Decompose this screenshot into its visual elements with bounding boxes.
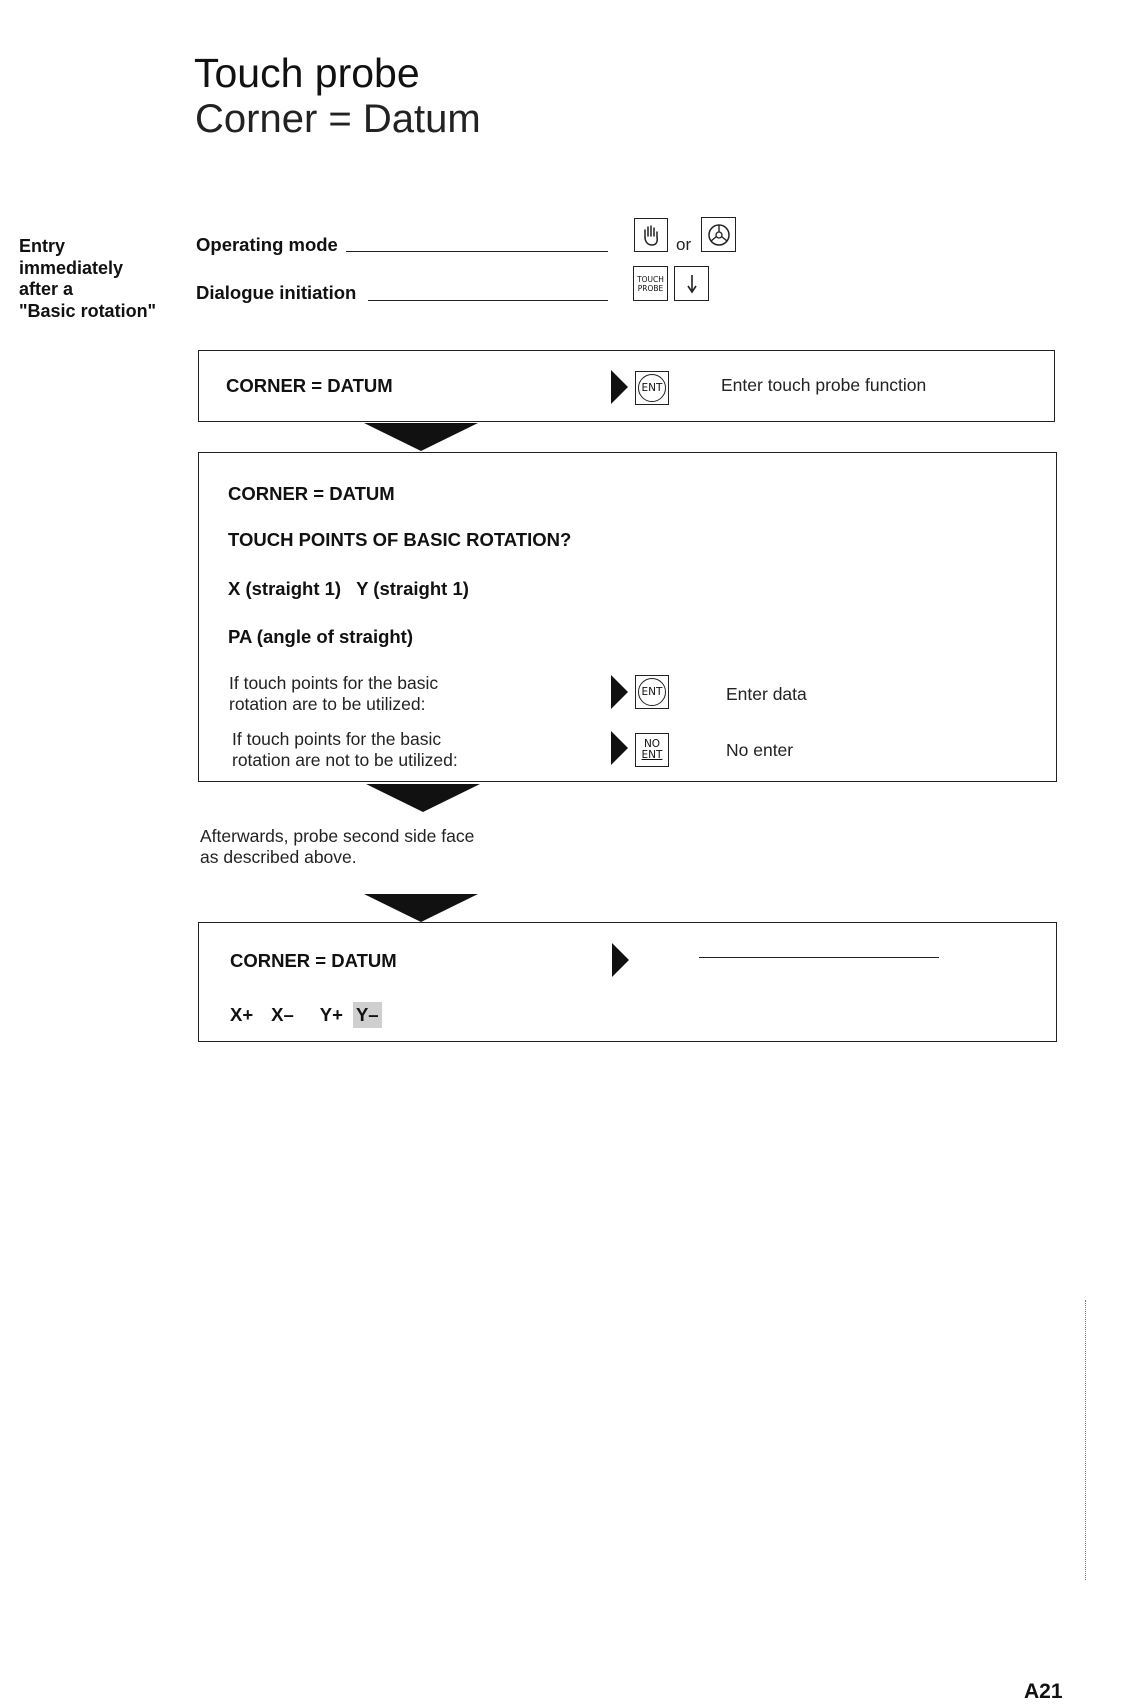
press-arrow-icon [611,731,628,765]
side-note-line: after a [19,279,74,299]
step3-line1: CORNER = DATUM [230,950,397,971]
arrow-down-key-icon[interactable] [674,266,709,301]
no-ent-key-label: ENT [641,749,663,761]
screen-box-step1 [198,350,1055,422]
page-number: A21 [1024,1680,1063,1703]
handwheel-key-icon[interactable] [701,217,736,252]
no-ent-key-label: NO [643,738,661,750]
axis-y-plus: Y+ [319,1004,343,1025]
step3-entry-line [699,957,939,958]
option-yes-action: Enter data [726,684,807,704]
or-text: or [676,235,692,254]
screen-box-step2 [198,452,1057,782]
handwheel-icon [706,222,732,248]
step2-line3: X (straight 1) Y (straight 1) [228,578,469,599]
option-no-text [232,729,458,771]
hand-icon [640,223,662,247]
press-arrow-icon [611,370,628,404]
step1-screen-text: CORNER = DATUM [226,375,393,396]
ent-key-icon[interactable] [635,371,669,405]
operating-mode-leader-line [346,251,608,252]
side-note-line: immediately [19,257,124,278]
dialogue-initiation-leader-line [368,300,608,301]
down-arrow-icon [364,423,478,451]
screen-box-step3 [198,922,1057,1042]
side-note-line: Entry [19,236,66,256]
axis-x-minus: X– [271,1004,294,1025]
option-no-action: No enter [726,740,794,760]
ent-key-label: ENT [638,374,666,402]
page-subtitle: Corner = Datum [195,97,481,141]
axis-y-minus-highlighted: Y– [353,1002,382,1028]
option-no-text-line: If touch points for the basic [232,729,442,749]
ent-key-label: ENT [638,678,666,706]
step1-action: Enter touch probe function [721,375,927,395]
axis-list [230,1002,382,1028]
step2-line4: PA (angle of straight) [228,626,413,647]
press-arrow-icon [612,943,629,977]
side-note-line: "Basic rotation" [19,300,157,321]
afterwards-note [200,826,474,868]
touch-probe-key-text: TOUCH [637,274,664,284]
no-ent-key-icon[interactable] [635,733,669,767]
page-title: Touch probe [194,50,420,96]
operating-mode-label: Operating mode [196,234,338,255]
afterwards-note-line: as described above. [200,847,357,867]
option-yes-text-line: rotation are to be utilized: [229,694,426,714]
step2-line1: CORNER = DATUM [228,483,395,504]
dialogue-initiation-label: Dialogue initiation [196,282,357,303]
afterwards-note-line: Afterwards, probe second side face [200,826,475,846]
option-yes-text [229,673,438,715]
touch-probe-key-icon[interactable] [633,266,668,301]
down-arrow-icon [366,784,480,812]
touch-probe-key-text: PROBE [637,283,664,293]
margin-mark [1085,1300,1086,1580]
down-arrow-icon [364,894,478,922]
option-no-text-line: rotation are not to be utilized: [232,750,458,770]
press-arrow-icon [611,675,628,709]
hand-key-icon[interactable] [634,218,668,252]
arrow-down-icon [685,273,699,295]
side-note [19,236,179,322]
axis-x-plus: X+ [230,1004,254,1025]
option-yes-text-line: If touch points for the basic [229,673,439,693]
ent-key-icon[interactable] [635,675,669,709]
step2-line2: TOUCH POINTS OF BASIC ROTATION? [228,529,572,550]
